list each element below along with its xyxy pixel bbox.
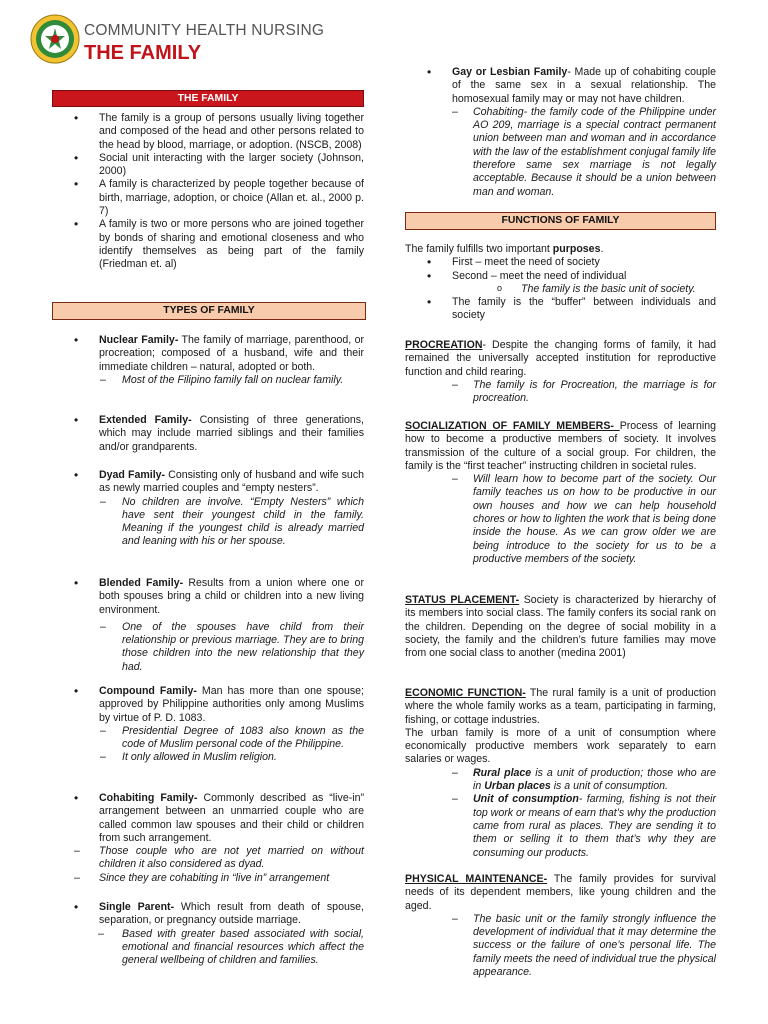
compound-term: Compound Family-: [99, 685, 197, 697]
gay-note: – Cohabiting- the family code of the Philippine under AO 209, marriage is a special contract permanent union between man and woman and in accordance with the law of the establishment conjugal family life therefore same sex marriage is not legally acceptable. Because it should be a union between man and woman.: [405, 106, 716, 199]
extended-family-item: [52, 414, 364, 454]
single-parent-item: [52, 901, 364, 967]
purposes-pre: The family fulfills two important: [405, 243, 553, 255]
socialization-text: Process of learning how to become a productive members of society. It involves transmission of the culture of a social group. For children, the family is the “first teacher” instructing children in societal rules.: [405, 420, 716, 472]
list-item: • A family is characterized by people together because of birth, marriage, adoption, or choice (Allan et. al., 2000 p. 7): [52, 178, 364, 218]
nuclear-note: – Most of the Filipino family fall on nuclear family.: [52, 374, 364, 387]
blended-family-item: [52, 577, 364, 674]
list-item: • Social unit interacting with the larger society (Johnson, 2000): [52, 152, 364, 179]
economic-text: The rural family is a unit of production where the whole family works as a team, participating in farming, fishing, or cottage industries.: [405, 687, 716, 726]
cohabiting-term: Cohabiting Family-: [99, 792, 198, 804]
economic-text-2: The urban family is more of a unit of consumption where economically productive members work separately to earn salaries or wages.: [405, 726, 716, 766]
page-title: THE FAMILY: [84, 42, 202, 64]
physical-text: The family provides for survival needs of its dependent members, like young children and the aged.: [405, 873, 716, 912]
family-definition-list: [52, 112, 364, 272]
status-placement-section: [405, 594, 716, 660]
dyad-family-item: [52, 469, 364, 549]
single-term: Single Parent-: [99, 901, 175, 913]
rural-place-term: Rural place: [473, 766, 532, 779]
socialization-note: – Will learn how to become part of the society. Our family teaches us on how to be productive in our own houses and how we can help household chores or how to lighten the work that is being done inside the house. As we can grow older we are being introduce to the society for us to be a productive members of the society.: [405, 473, 716, 566]
physical-maintenance-section: [405, 873, 716, 979]
compound-note-2: – It only allowed in Muslim religion.: [52, 751, 364, 764]
nuclear-term: Nuclear Family-: [99, 334, 179, 346]
compound-text: Man has more than one spouse; approved by Philippine authorities only among Muslims by virtue of P. D. 1083.: [99, 685, 364, 724]
cohabiting-family-item: [52, 792, 364, 885]
single-text: Which result from death of spouse, separation, or pregnancy outside marriage.: [99, 901, 364, 927]
procreation-note: – The family is for Procreation, the marriage is for procreation.: [405, 379, 716, 406]
gay-text: - Made up of cohabiting couple of the same sex in a sexual relationship. The homosexual family may or may not have children.: [452, 66, 716, 105]
socialization-term: SOCIALIZATION OF FAMILY MEMBERS-: [405, 420, 620, 432]
economic-function-section: ECONOMIC FUNCTION- The rural family is a unit of production where the whole family works as a team, participating in farming, fishing, or cottage industries. The urban family is more of a unit of consumption where economically productive members work separately to earn salaries or wages. – Rural place is a unit of production; those who are in Urban places is a unit of consumption. – Unit of consumption- farming, fishing is not their top work or means of earn that’s why the production came from rural as places. They are sending it to them or selling it to them that’s why they are consuming our products.: [405, 687, 716, 860]
blended-note: – One of the spouses have child from their relationship or previous marriage. They are to bring those children into the new relationship that they had.: [52, 621, 364, 674]
list-item: • The family is a group of persons usually living together and composed of the head and other persons related to the head by blood, marriage, or adoption. (NSCB, 2008): [52, 112, 364, 152]
procreation-term: PROCREATION: [405, 339, 483, 351]
cohabiting-note-1: – Those couple who are not yet married on without children it also considered as dyad.: [52, 845, 364, 872]
urban-places-term: Urban places: [484, 780, 551, 793]
status-term: STATUS PLACEMENT-: [405, 594, 520, 606]
university-seal-icon: [30, 14, 80, 64]
dyad-text: Consisting only of husband and wife such as newly married couples and “empty nesters”.: [99, 469, 365, 495]
nuclear-text: The family of marriage, parenthood, or procreation; composed of a husband, wife and their immediate children – natural, adopted or both.: [99, 334, 364, 373]
compound-note-1: – Presidential Degree of 1083 also known as the code of Muslim personal code of the Philippine.: [52, 725, 364, 752]
procreation-section: [405, 339, 716, 405]
list-item: • Second – meet the need of individual: [405, 270, 716, 283]
list-item: • First – meet the need of society: [405, 256, 716, 269]
functions-of-family-heading: FUNCTIONS OF FAMILY: [405, 212, 716, 230]
extended-text: Consisting of three generations, which may include married siblings and their families and/or grandparents.: [99, 414, 364, 453]
dyad-term: Dyad Family-: [99, 469, 166, 481]
procreation-text: - Despite the changing forms of family, it had remained the universally accepted institution for reproductive function and child rearing.: [405, 339, 716, 378]
page-header: [0, 0, 768, 70]
socialization-section: [405, 420, 716, 566]
purposes-block: [405, 243, 716, 323]
types-of-family-heading: TYPES OF FAMILY: [52, 302, 366, 320]
dyad-note: – No children are involve. “Empty Nesters” which have sent their youngest child in the family. Meaning if the youngest child is already married and leaning with his or her spouse.: [52, 496, 364, 549]
cohabiting-note-2: – Since they are cohabiting in “live in” arrangement: [52, 872, 364, 885]
gay-term: Gay or Lesbian Family: [452, 66, 568, 78]
economic-term: ECONOMIC FUNCTION-: [405, 687, 526, 699]
blended-text: Results from a union where one or both spouses bring a child or children into a new living environment.: [99, 577, 364, 616]
single-note: – Based with greater based associated with social, emotional and financial resources which affect the general wellbeing of children and families.: [52, 928, 364, 968]
purposes-post: .: [600, 243, 604, 255]
compound-family-item: [52, 685, 364, 765]
purposes-word: purposes: [552, 243, 601, 255]
second-subitem: o The family is the basic unit of society.: [405, 283, 716, 296]
blended-term: Blended Family-: [99, 577, 184, 589]
physical-note: – The basic unit or the family strongly influence the development of individual that it may determine the success or the failure of one’s personal life. The family meets the need of individual true the physical appearance.: [405, 913, 716, 979]
header-subtitle: COMMUNITY HEALTH NURSING: [84, 22, 325, 39]
extended-term: Extended Family-: [99, 414, 192, 426]
list-item: • A family is two or more persons who are joined together by bonds of sharing and emotional closeness and who identify themselves as being part of the family (Friedman et. al): [52, 218, 364, 271]
physical-term: PHYSICAL MAINTENANCE-: [405, 873, 548, 885]
nuclear-family-item: [52, 334, 364, 387]
unit-consumption-term: Unit of consumption: [473, 793, 579, 806]
status-text: Society is characterized by hierarchy of its members into social class. The family confers its social rank on the children. Depending on the degree of social mobility in a society, the family and the children’s future families may move from one social class to another (medina 2001): [405, 594, 716, 660]
gay-lesbian-family-item: [405, 66, 716, 199]
cohabiting-text: Commonly described as “live-in” arrangement between an unmarried couple who are called common law spouses and their child or children from such arrangement.: [99, 792, 365, 844]
the-family-heading: THE FAMILY: [52, 90, 364, 107]
list-item: • The family is the “buffer” between individuals and society: [405, 296, 716, 323]
